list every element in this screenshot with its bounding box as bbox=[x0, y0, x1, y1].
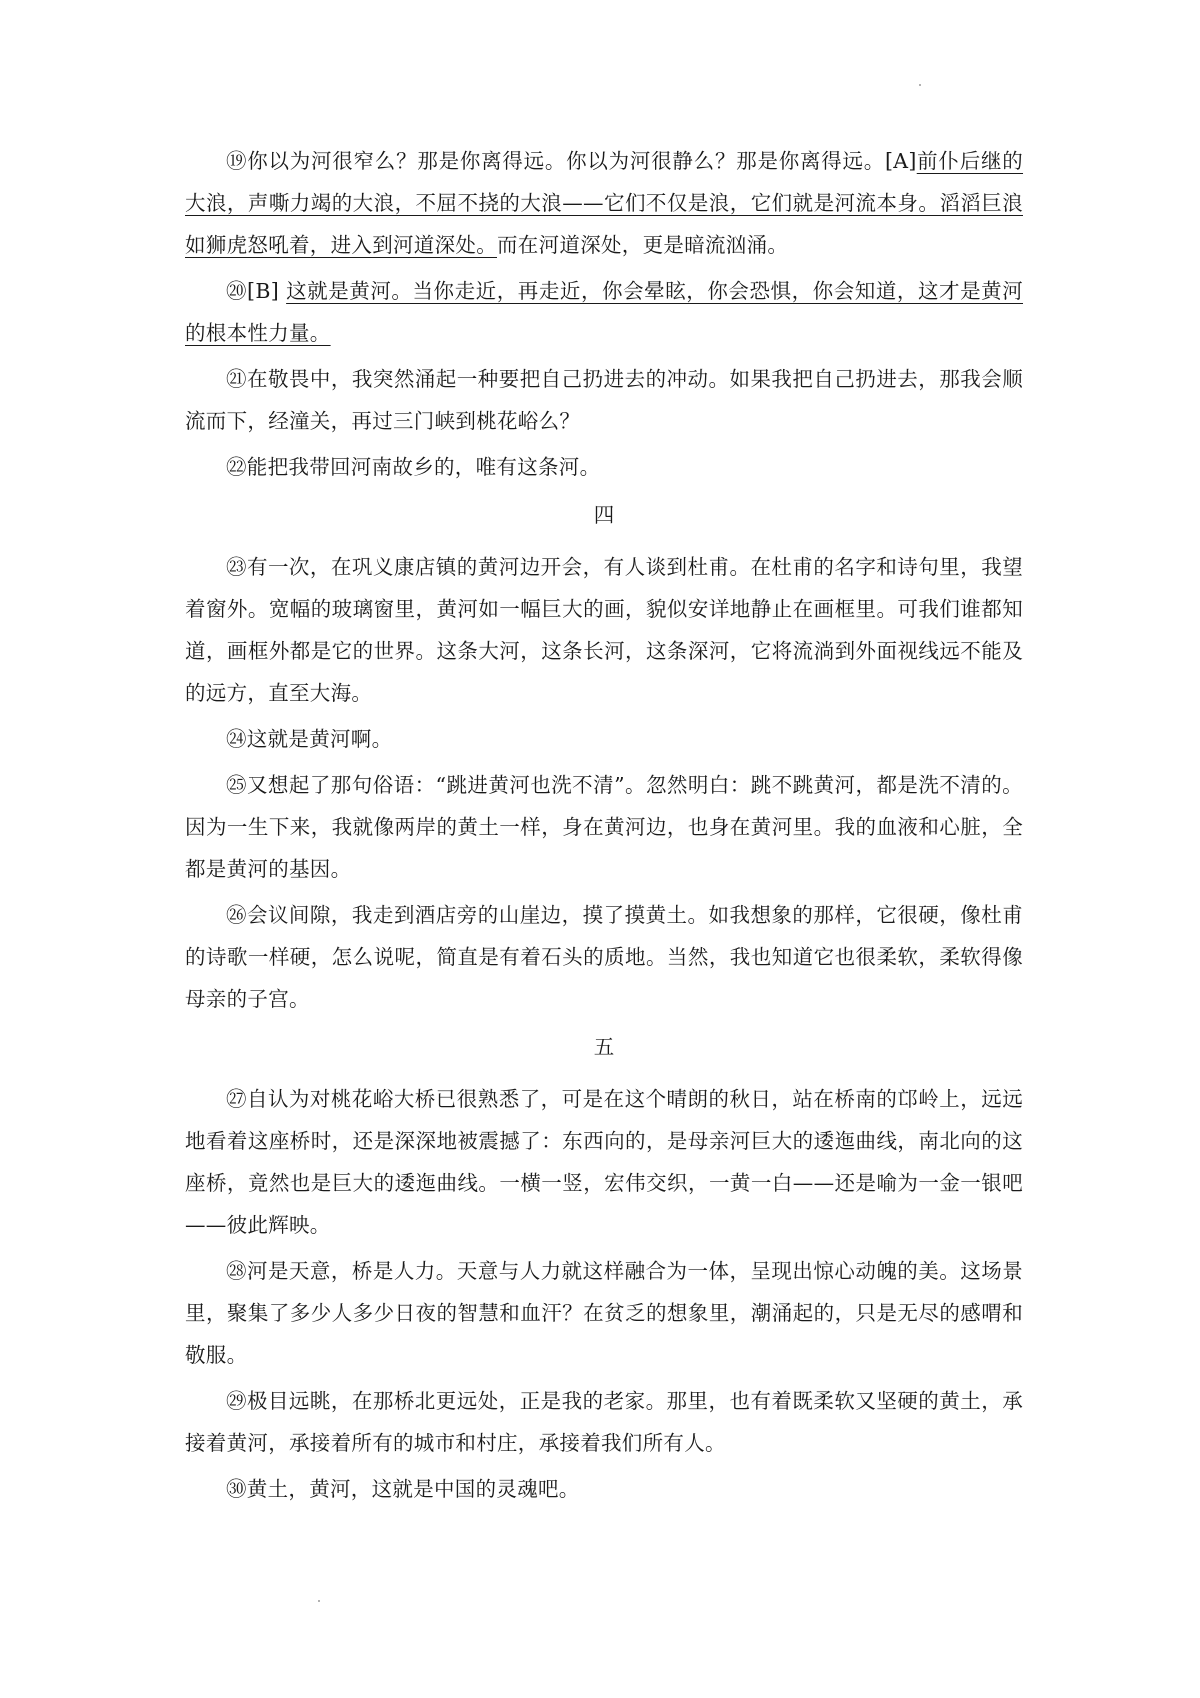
paragraph-24: ㉔这就是黄河啊。 bbox=[226, 727, 393, 751]
paragraph-19 bbox=[185, 140, 1023, 266]
paragraph-20 bbox=[185, 270, 1023, 354]
paragraph-19-text-end: 而在河道深处，更是暗流汹涌。 bbox=[497, 233, 789, 257]
paragraph-29: ㉙极目远眺，在那桥北更远处，正是我的老家。那里，也有着既柔软又坚硬的黄土，承接着黄河，承接着所有的城市和村庄，承接着我们所有人。 bbox=[185, 1389, 1023, 1455]
section-heading-5: 五 bbox=[593, 1035, 615, 1059]
paragraph-28: ㉘河是天意，桥是人力。天意与人力就这样融合为一体，呈现出惊心动魄的美。这场景里，聚集了多少人多少日夜的智慧和血汗？在贫乏的想象里，潮涌起的，只是无尽的感喟和敬服。 bbox=[185, 1259, 1023, 1367]
paragraph-30: ㉚黄土，黄河，这就是中国的灵魂吧。 bbox=[226, 1477, 580, 1501]
paragraph-19-text: ⑲你以为河很窄么？那是你离得远。你以为河很静么？那是你离得远。[A] bbox=[226, 149, 917, 173]
paragraph-23: ㉓有一次，在巩义康店镇的黄河边开会，有人谈到杜甫。在杜甫的名字和诗句里，我望着窗外。宽幅的玻璃窗里，黄河如一幅巨大的画，貌似安详地静止在画框里。可我们谁都知道，画框外都是它的世界。这条大河，这条长河，这条深河，它将流淌到外面视线远不能及的远方，直至大海。 bbox=[185, 555, 1023, 705]
paragraph-21: ㉑在敬畏中，我突然涌起一种要把自己扔进去的冲动。如果我把自己扔进去，那我会顺流而下，经潼关，再过三门峡到桃花峪么？ bbox=[185, 367, 1023, 433]
paragraph-27: ㉗自认为对桃花峪大桥已很熟悉了，可是在这个晴朗的秋日，站在桥南的邙岭上，远远地看着这座桥时，还是深深地被震撼了：东西向的，是母亲河巨大的逶迤曲线，南北向的这座桥，竟然也是巨大的逶迤曲线。一横一竖，宏伟交织，一黄一白——还是喻为一金一银吧——彼此辉映。 bbox=[185, 1087, 1023, 1237]
article-body bbox=[185, 140, 1023, 1514]
paragraph-20-marker: ⑳[B] bbox=[226, 279, 280, 303]
paragraph-26: ㉖会议间隙，我走到酒店旁的山崖边，摸了摸黄土。如我想象的那样，它很硬，像杜甫的诗歌一样硬，怎么说呢，简直是有着石头的质地。当然，我也知道它也很柔软，柔软得像母亲的子宫。 bbox=[185, 903, 1023, 1011]
section-heading-4: 四 bbox=[593, 503, 615, 527]
underlined-passage-a: 前仆后继的大浪，声嘶力竭的大浪，不屈不挠的大浪——它们不仅是浪，它们就是河流本身。滔滔巨浪如狮虎怒吼着，进入到河道深处。 bbox=[185, 149, 1024, 257]
scan-speck-bottom bbox=[318, 1600, 320, 1602]
scan-speck-top bbox=[919, 84, 921, 86]
paragraph-25: ㉕又想起了那句俗语：“跳进黄河也洗不清”。忽然明白：跳不跳黄河，都是洗不清的。因为一生下来，我就像两岸的黄土一样，身在黄河边，也身在黄河里。我的血液和心脏，全都是黄河的基因。 bbox=[185, 773, 1023, 881]
paragraph-22: ㉒能把我带回河南故乡的，唯有这条河。 bbox=[226, 455, 601, 479]
underlined-passage-b: 这就是黄河。当你走近，再走近，你会晕眩，你会恐惧，你会知道，这才是黄河的根本性力量。 bbox=[185, 279, 1023, 345]
